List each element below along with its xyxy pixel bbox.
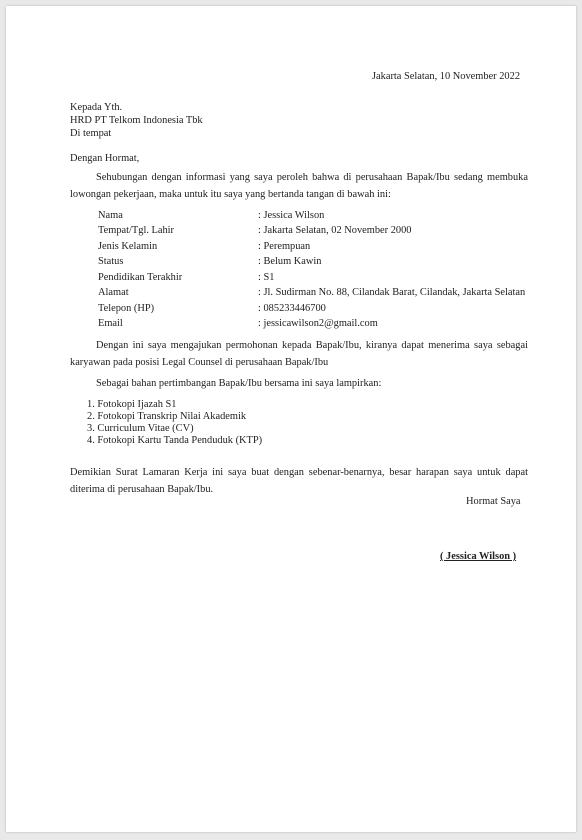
detail-label: Jenis Kelamin <box>98 241 158 252</box>
recipient-line-2: HRD PT Telkom Indonesia Tbk <box>70 115 203 126</box>
detail-value: : Jakarta Selatan, 02 November 2000 <box>258 225 412 236</box>
detail-value: : S1 <box>258 272 275 283</box>
place-date: Jakarta Selatan, 10 November 2022 <box>372 71 521 82</box>
detail-label: Tempat/Tgl. Lahir <box>98 225 175 236</box>
detail-label: Telepon (HP) <box>98 303 155 314</box>
detail-label: Alamat <box>98 287 129 298</box>
detail-value: : Belum Kawin <box>258 256 322 267</box>
detail-value: : Jessica Wilson <box>258 210 325 221</box>
detail-value: : Perempuan <box>258 241 311 252</box>
list-item: 2. Fotokopi Transkrip Nilai Akademik <box>87 411 247 422</box>
list-item: 3. Curriculum Vitae (CV) <box>87 423 194 434</box>
recipient-line-3: Di tempat <box>70 128 112 139</box>
list-item: 4. Fotokopi Kartu Tanda Penduduk (KTP) <box>87 435 263 446</box>
intro-paragraph: Sehubungan dengan informasi yang saya peroleh bahwa di perusahaan Bapak/Ibu sedang membuka lowongan pekerjaan, maka untuk itu saya yang bertanda tangan di bawah ini: <box>70 172 528 200</box>
closing-paragraph: Demikian Surat Lamaran Kerja ini saya buat dengan sebenar-benarnya, besar harapan saya untuk dapat diterima di perusahaan Bapak/Ibu. <box>70 467 528 495</box>
detail-value: : 085233446700 <box>258 303 326 314</box>
regards: Hormat Saya <box>466 496 521 507</box>
signature-name: ( Jessica Wilson ) <box>440 551 517 562</box>
salutation: Dengan Hormat, <box>70 153 140 164</box>
letter-page <box>6 6 576 832</box>
detail-value: : Jl. Sudirman No. 88, Cilandak Barat, Cilandak, Jakarta Selatan <box>258 287 526 298</box>
detail-label: Nama <box>98 210 123 221</box>
detail-label: Email <box>98 318 123 329</box>
application-paragraph: Dengan ini saya mengajukan permohonan kepada Bapak/Ibu, kiranya dapat menerima saya sebagai karyawan pada posisi Legal Counsel di perusahaan Bapak/Ibu <box>70 340 528 368</box>
detail-value: : jessicawilson2@gmail.com <box>258 318 378 329</box>
detail-label: Pendidikan Terakhir <box>98 272 183 283</box>
attachments-intro: Sebagai bahan pertimbangan Bapak/Ibu bersama ini saya lampirkan: <box>96 378 382 389</box>
recipient-line-1: Kepada Yth. <box>70 102 123 113</box>
detail-label: Status <box>98 256 124 267</box>
list-item: 1. Fotokopi Ijazah S1 <box>87 399 177 410</box>
